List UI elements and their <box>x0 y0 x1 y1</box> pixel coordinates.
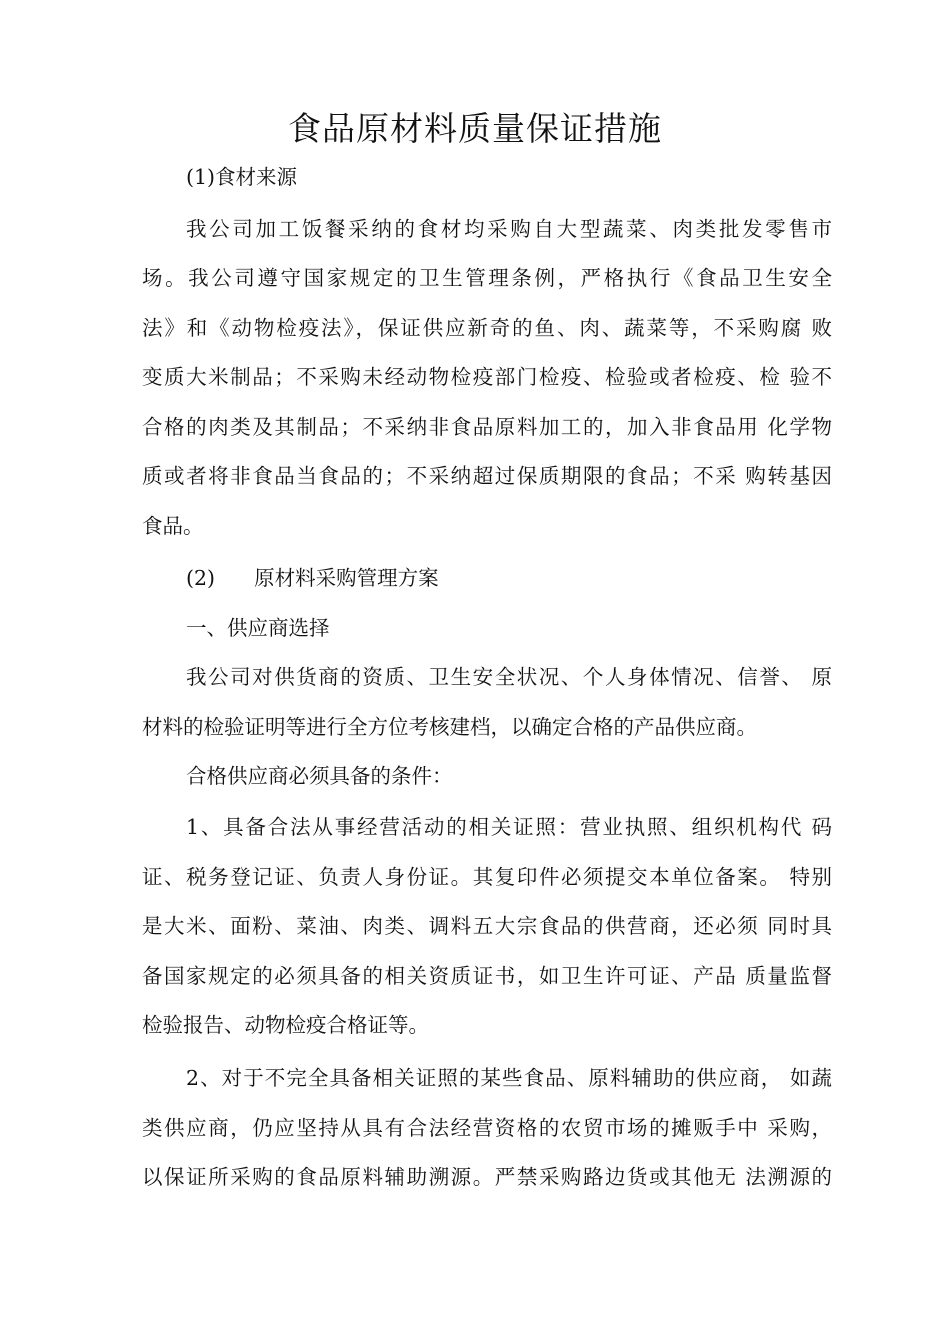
paragraph-line: 场。我公司遵守国家规定的卫生管理条例，严格执行《食品卫生安全 <box>142 266 832 290</box>
section-heading-procurement-plan: (2) 原材料采购管理方案 <box>186 566 439 590</box>
paragraph-line: 材料的检验证明等进行全方位考核建档，以确定合格的产品供应商。 <box>142 715 757 739</box>
paragraph-line: 是大米、面粉、菜油、肉类、调料五大宗食品的供营商，还必须 同时具 <box>142 914 832 938</box>
subheading-supplier-selection: 一、供应商选择 <box>186 616 330 640</box>
paragraph-line: 检验报告、动物检疫合格证等。 <box>142 1013 429 1037</box>
paragraph-line: 质或者将非食品当食品的；不采纳超过保质期限的食品；不采 购转基因 <box>142 464 832 488</box>
paragraph-line: 合格供应商必须具备的条件： <box>186 764 453 788</box>
paragraph-line: 变质大米制品；不采购未经动物检疫部门检疫、检验或者检疫、检 验不 <box>142 365 832 389</box>
paragraph-line: 以保证所采购的食品原料辅助溯源。严禁采购路边货或其他无 法溯源的 <box>142 1165 832 1189</box>
paragraph-line: 我公司加工饭餐采纳的食材均采购自大型蔬菜、肉类批发零售市 <box>186 217 832 241</box>
paragraph-line: 法》和《动物检疫法》，保证供应新奇的鱼、肉、蔬菜等，不采购腐 败 <box>142 316 832 340</box>
paragraph-line: 备国家规定的必须具备的相关资质证书，如卫生许可证、产品 质量监督 <box>142 964 832 988</box>
paragraph-line: 我公司对供货商的资质、卫生安全状况、个人身体情况、信誉、 原 <box>186 665 832 689</box>
document-title: 食品原材料质量保证措施 <box>288 109 662 148</box>
section-heading-ingredient-source: (1)食材来源 <box>186 165 298 189</box>
paragraph-line: 食品。 <box>142 514 204 538</box>
paragraph-line: 类供应商，仍应坚持从具有合法经营资格的农贸市场的摊贩手中 采购， <box>142 1116 832 1140</box>
paragraph-line: 2、对于不完全具备相关证照的某些食品、原料辅助的供应商， 如蔬 <box>186 1066 832 1090</box>
paragraph-line: 1、具备合法从事经营活动的相关证照：营业执照、组织机构代 码 <box>186 815 832 839</box>
paragraph-line: 证、税务登记证、负责人身份证。其复印件必须提交本单位备案。 特别 <box>142 865 832 889</box>
paragraph-line: 合格的肉类及其制品；不采纳非食品原料加工的，加入非食品用 化学物 <box>142 415 832 439</box>
